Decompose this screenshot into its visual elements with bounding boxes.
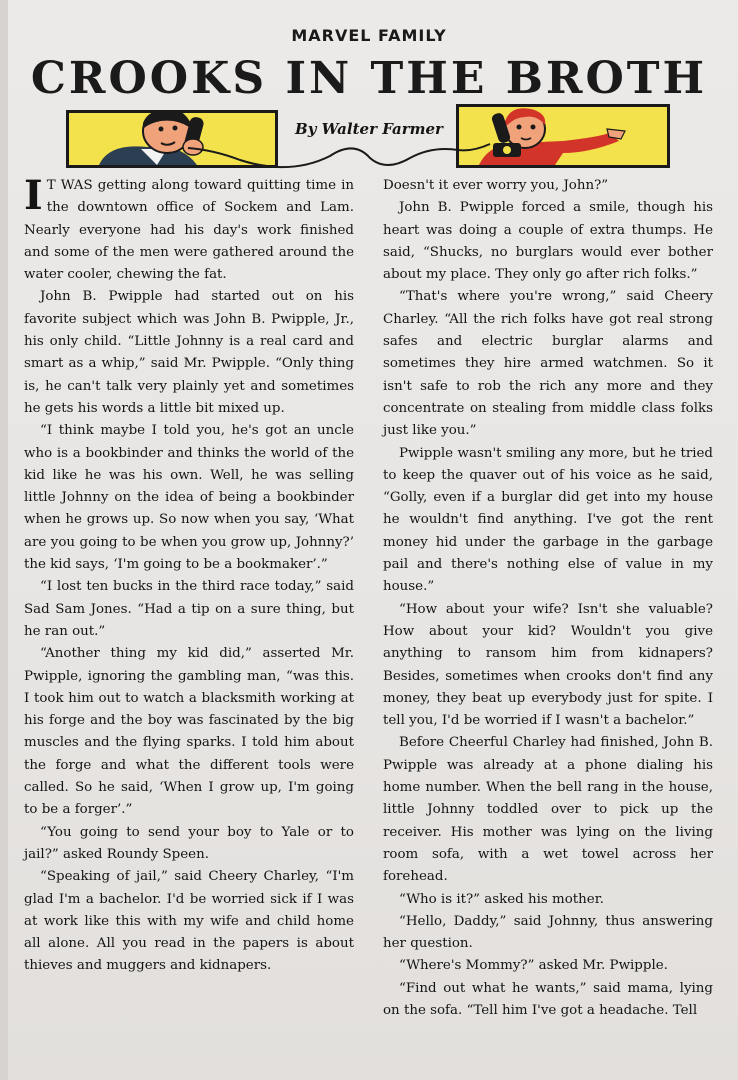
- story-paragraph: Doesn't it ever worry you, John?”: [383, 178, 609, 193]
- page-edge: [0, 0, 8, 1080]
- boy-on-phone-icon: [459, 107, 667, 165]
- story-paragraph: “Hello, Daddy,” said Johnny, thus answering her question.: [383, 913, 713, 952]
- story-title: CROOKS IN THE BROTH: [30, 53, 708, 104]
- story-paragraph: “Speaking of jail,” said Cheery Charley, “I'm glad I'm a bachelor. I'd be worried sick if I was at work like this with my wife and child home all alone. All you read in the papers is about thieves and muggers and kidnapers.: [24, 869, 354, 974]
- story-paragraph: John B. Pwipple forced a smile, though his heart was doing a couple of extra thumps. He said, “Shucks, no burglars would ever bother about my place. They only go after rich folks.”: [383, 200, 713, 283]
- story-paragraph: I T WAS getting along toward quitting time in the downtown office of Sockem and Lam. Nearly everyone had his day's work finished and some of the men were gathered around the water cooler, chewing the fat.: [24, 172, 354, 283]
- story-byline: By Walter Farmer: [295, 120, 443, 138]
- story-paragraph: “How about your wife? Isn't she valuable? How about your kid? Wouldn't you give anything to ransom him from kidnapers? Besides, sometimes when crooks don't find any money, they beat up everybody just for spite. I tell you, I'd be worried if I wasn't a bachelor.”: [383, 601, 713, 729]
- story-column-right: [383, 175, 713, 1022]
- story-paragraph: John B. Pwipple had started out on his favorite subject which was John B. Pwipple, Jr., his only child. “Little Johnny is a real card and smart as a whip,” said Mr. Pwipple. “Only thing is, he can't talk very plainly yet and sometimes he gets his words a little bit mixed up.: [24, 289, 354, 416]
- story-paragraph: “Another thing my kid did,” asserted Mr. Pwipple, ignoring the gambling man, “was this. I took him out to watch a blacksmith working at his forge and the boy was fascinated by the big muscles and the flying sparks. I told him about the forge and what the different tools were called. So he said, ‘When I grow up, I'm going to be a forger’.”: [24, 646, 354, 818]
- story-paragraph: “You going to send your boy to Yale or to jail?” asked Roundy Speen.: [24, 824, 354, 862]
- story-paragraph: “That's where you're wrong,” said Cheery Charley. “All the rich folks have got real strong safes and electric burglar alarms and sometimes they hire armed watchmen. So it isn't safe to rob the rich any more and they concentrate on stealing from middle class folks just like you.”: [383, 289, 713, 439]
- story-paragraph: “I lost ten bucks in the third race today,” said Sad Sam Jones. “Had a tip on a sure thing, but he ran out.”: [24, 579, 354, 639]
- story-paragraph: “Who is it?” asked his mother.: [399, 891, 604, 907]
- story-paragraph: Before Cheerful Charley had finished, John B. Pwipple was already at a phone dialing his home number. When the bell rang in the house, little Johnny toddled over to pick up the receiver. His mother was lying on the living room sofa, with a wet towel across her forehead.: [383, 735, 713, 885]
- drop-cap: I: [24, 172, 43, 219]
- man-on-phone-illustration: [66, 110, 278, 168]
- story-paragraph: “Where's Mommy?” asked Mr. Pwipple.: [399, 958, 668, 974]
- man-on-phone-icon: [69, 113, 275, 165]
- story-column-left: [24, 172, 354, 978]
- boy-on-phone-illustration: [456, 104, 670, 168]
- magazine-header: MARVEL FAMILY: [291, 26, 447, 45]
- story-paragraph: Pwipple wasn't smiling any more, but he tried to keep the quaver out of his voice as he said, “Golly, even if a burglar did get into my house he wouldn't find anything. I've got the rent money hid under the garbage in the garbage pail and there's nothing else of value in my house.”: [383, 445, 713, 595]
- story-paragraph: “Find out what he wants,” said mama, lying on the sofa. “Tell him I've got a headache. Tell: [383, 980, 713, 1018]
- story-paragraph: “I think maybe I told you, he's got an uncle who is a bookbinder and thinks the world of the kid like he was his own. Well, he was selling little Johnny on the idea of being a bookbinder when he grows up. So now when you say, ‘What are you going to be when you grow up, Johnny?’ the kid says, ‘I'm going to be a bookmaker’.”: [24, 423, 354, 573]
